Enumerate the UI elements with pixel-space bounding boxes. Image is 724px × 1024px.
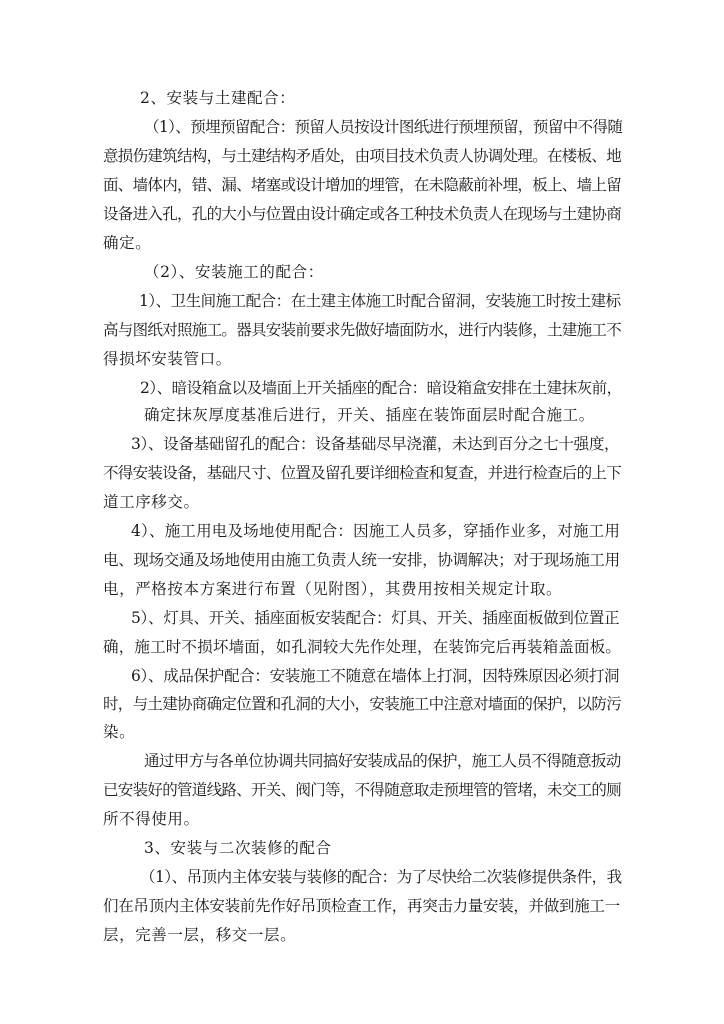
text-line: 确定。 [103,234,152,252]
text-line: 电，严格按本方案进行布置（见附图），其费用按相关规定计取。 [103,580,563,598]
text-line: 不得安装设备，基础尺寸、位置及留孔要详细检查和复查，并进行检查后的上下 [103,464,622,482]
text-line: 确定抹灰厚度基准后进行，开关、插座在装饰面层时配合施工。 [144,406,595,424]
text-line: 高与图纸对照施工。器具安装前要求先做好墙面防水，进行内装修，土建施工不 [103,321,622,339]
text-line: 6）、成品保护配合：安装施工不随意在墙体上打洞，因特殊原因必须打洞 [131,667,620,685]
text-line: 3）、设备基础留孔的配合：设备基础尽早浇灌，未达到百分之七十强度， [131,435,620,453]
text-line: 面、墙体内，错、漏、堵塞或设计增加的埋管，在未隐蔽前补埋，板上、墙上留 [103,176,622,194]
text-line: 确，施工时不损坏墙面，如孔洞较大先作处理，在装饰完后再装箱盖面板。 [103,638,622,656]
text-line: 们在吊顶内主体安装前先作好吊顶检查工作，再突击力量安装，并做到施工一 [103,897,620,915]
text-line: 1）、卫生间施工配合：在土建主体施工时配合留洞，安装施工时按土建标 [139,292,621,310]
text-line: 染。 [103,723,136,741]
section-heading: 2、安装与土建配合： [140,89,296,107]
text-line: 4）、施工用电及场地使用配合：因施工人员多，穿插作业多，对施工用 [131,522,621,540]
text-line: 通过甲方与各单位协调共同搞好安装成品的保护，施工人员不得随意扳动 [144,752,621,770]
text-line: 道工序移交。 [103,493,200,511]
section-heading: 3、安装与二次装修的配合 [144,839,332,857]
text-line: 5）、灯具、开关、插座面板安装配合：灯具、开关、插座面板做到位置正 [131,609,620,627]
text-line: 2）、暗设箱盒以及墙面上开关插座的配合：暗设箱盒安排在土建抹灰前， [140,379,622,397]
subsection-heading: （1）、预埋预留配合：预留人员按设计图纸进行预埋预留，预留中不得随 [144,118,623,136]
text-line: 时，与土建协商确定位置和孔洞的大小，安装施工中注意对墙面的保护，以防污 [103,695,622,713]
text-line: 已安装好的管道线路、开关、阀门等，不得随意取走预埋管的管堵，未交工的厕 [103,781,622,799]
text-line: 意损伤建筑结构，与土建结构矛盾处，由项目技术负责人协调处理。在楼板、地 [103,147,622,165]
text-line: 设备进入孔，孔的大小与位置由设计确定或各工种技术负责人在现场与土建协商 [103,205,622,223]
text-line: 层，完善一层，移交一层。 [103,926,297,944]
text-line: 电、现场交通及场地使用由施工负责人统一安排，协调解决；对于现场施工用 [103,551,620,569]
text-line: 得损坏安装管口。 [103,350,232,368]
subsection-heading: （2）、安装施工的配合： [144,263,324,281]
text-line: （1）、吊顶内主体安装与装修的配合：为了尽快给二次装修提供条件，我 [140,868,622,886]
text-line: 所不得使用。 [103,810,200,828]
